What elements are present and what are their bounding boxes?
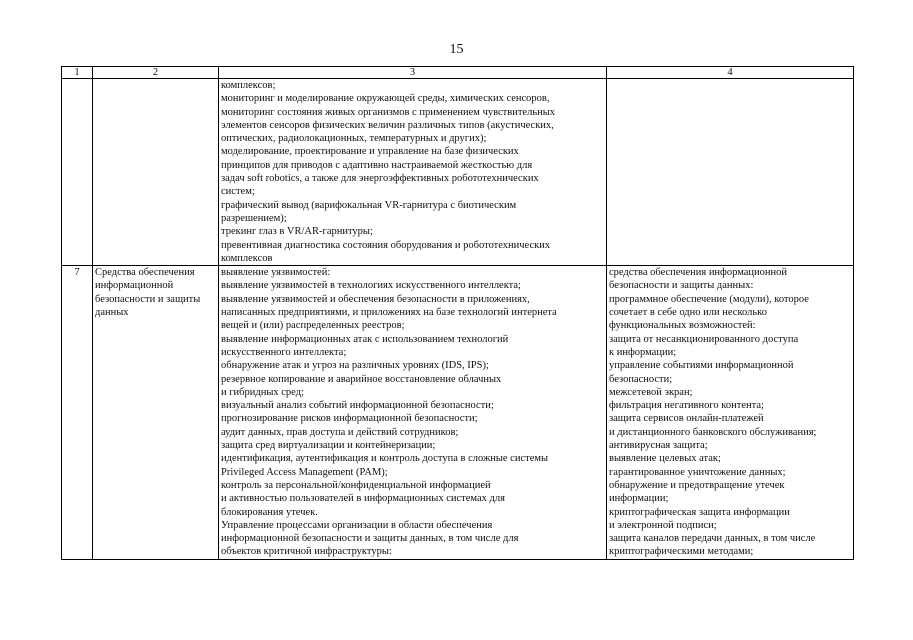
text-line: графический вывод (варифокальная VR-гарнитура с биотическим <box>221 199 517 211</box>
header-cell-4: 4 <box>607 67 854 79</box>
text-line: оптических, радиолокационных, температурных и других); <box>221 133 487 145</box>
text-line: блокирования утечек. <box>221 506 318 518</box>
text-line: написанных предприятиями, и приложениях на базе технологий интернета <box>221 307 557 319</box>
text-line: мониторинг состояния живых организмов с применением чувствительных <box>221 106 556 118</box>
row-number-cell: 7 <box>62 266 93 560</box>
text-line: безопасности; <box>609 373 673 385</box>
text-line: и электронной подписи; <box>609 519 717 531</box>
text-line: мониторинг и моделирование окружающей среды, химических сенсоров, <box>221 93 550 105</box>
text-line: прогнозирование рисков информационной безопасности; <box>221 413 478 425</box>
text-line: защита от несанкционированного доступа <box>609 333 799 345</box>
text-line: средства обеспечения информационной <box>609 267 788 279</box>
text-line: искусственного интеллекта; <box>221 346 347 358</box>
text-line: криптографическая защита информации <box>609 506 790 518</box>
row-products-cell <box>607 266 854 560</box>
text-line: межсетевой экран; <box>609 386 693 398</box>
text-line: выявление уязвимостей: <box>221 267 331 279</box>
text-line: программное обеспечение (модули), которое <box>609 293 809 305</box>
row-name-cell <box>93 266 219 560</box>
text-line: выявление уязвимостей в технологиях искусственного интеллекта; <box>221 280 521 292</box>
text-line: принципов для приводов с адаптивно настраиваемой жесткостью для <box>221 159 533 171</box>
text-line: элементов сенсоров физических величин различных типов (акустических, <box>221 119 554 131</box>
text-line: и дистанционного банковского обслуживания; <box>609 426 817 438</box>
row-description-cell <box>219 266 607 560</box>
text-line: антивирусная защита; <box>609 440 708 452</box>
text-line: резервное копирование и аварийное восстановление облачных <box>221 373 502 385</box>
table-row <box>62 79 854 266</box>
text-line: контроль за персональной/конфиденциальной информацией <box>221 479 491 491</box>
text-line: обнаружение и предотвращение утечек <box>609 479 785 491</box>
text-line: комплексов; <box>221 80 276 91</box>
text-line: функциональных возможностей: <box>609 320 756 332</box>
row-name-cell <box>93 79 219 266</box>
text-line: визуальный анализ событий информационной безопасности; <box>221 400 494 412</box>
text-line: разрешением); <box>221 212 287 224</box>
table-row <box>62 266 854 560</box>
text-line: данных <box>95 307 129 319</box>
text-line: и гибридных сред; <box>221 386 304 398</box>
text-line: моделирование, проектирование и управление на базе физических <box>221 146 519 158</box>
text-line: криптографическими методами; <box>609 546 754 558</box>
text-line: управление событиями информационной <box>609 360 794 372</box>
text-line: к информации; <box>609 346 677 358</box>
text-line: безопасности и защиты данных: <box>609 280 754 292</box>
row-number-cell <box>62 79 93 266</box>
text-line: информации; <box>609 493 669 505</box>
row-description-cell <box>219 79 607 266</box>
text-line: защита сред виртуализации и контейнеризации; <box>221 440 436 452</box>
text-line: объектов критичной инфраструктуры: <box>221 546 392 558</box>
row-products-cell <box>607 79 854 266</box>
text-line: аудит данных, прав доступа и действий сотрудников; <box>221 426 459 438</box>
text-line: фильтрация негативного контента; <box>609 400 764 412</box>
header-cell-3: 3 <box>219 67 607 79</box>
text-line: Privileged Access Management (PAM); <box>221 466 388 478</box>
text-line: Управление процессами организации в области обеспечения <box>221 519 493 531</box>
text-line: превентивная диагностика состояния оборудования и робототехнических <box>221 239 551 251</box>
text-line: выявление информационных атак с использованием технологий <box>221 333 509 345</box>
text-line: информационной <box>95 280 174 292</box>
text-line: систем; <box>221 186 255 198</box>
text-line: выявление уязвимостей и обеспечения безопасности в приложениях, <box>221 293 530 305</box>
text-line: Средства обеспечения <box>95 267 195 279</box>
table-header-row <box>62 67 854 79</box>
text-line: защита каналов передачи данных, в том числе <box>609 533 816 545</box>
text-line: комплексов <box>221 252 273 264</box>
text-line: и активностью пользователей в информационных системах для <box>221 493 505 505</box>
text-line: идентификация, аутентификация и контроль доступа в сложные системы <box>221 453 549 465</box>
text-line: защита сервисов онлайн-платежей <box>609 413 764 425</box>
text-line: информационной безопасности и защиты данных, в том числе для <box>221 533 519 545</box>
page-number: 15 <box>449 42 464 57</box>
document-table <box>61 66 854 560</box>
header-cell-2: 2 <box>93 67 219 79</box>
text-line: трекинг глаз в VR/AR-гарнитуры; <box>221 226 373 238</box>
text-line: безопасности и защиты <box>95 293 201 305</box>
text-line: обнаружение атак и угроз на различных уровнях (IDS, IPS); <box>221 360 489 372</box>
text-line: выявление целевых атак; <box>609 453 721 465</box>
text-line: задач soft robotics, а также для энергоэффективных робототехнических <box>221 173 539 185</box>
header-cell-1: 1 <box>62 67 93 79</box>
text-line: сочетает в себе одно или несколько <box>609 307 767 319</box>
text-line: гарантированное уничтожение данных; <box>609 466 786 478</box>
text-line: вещей и (или) распределенных реестров; <box>221 320 405 332</box>
